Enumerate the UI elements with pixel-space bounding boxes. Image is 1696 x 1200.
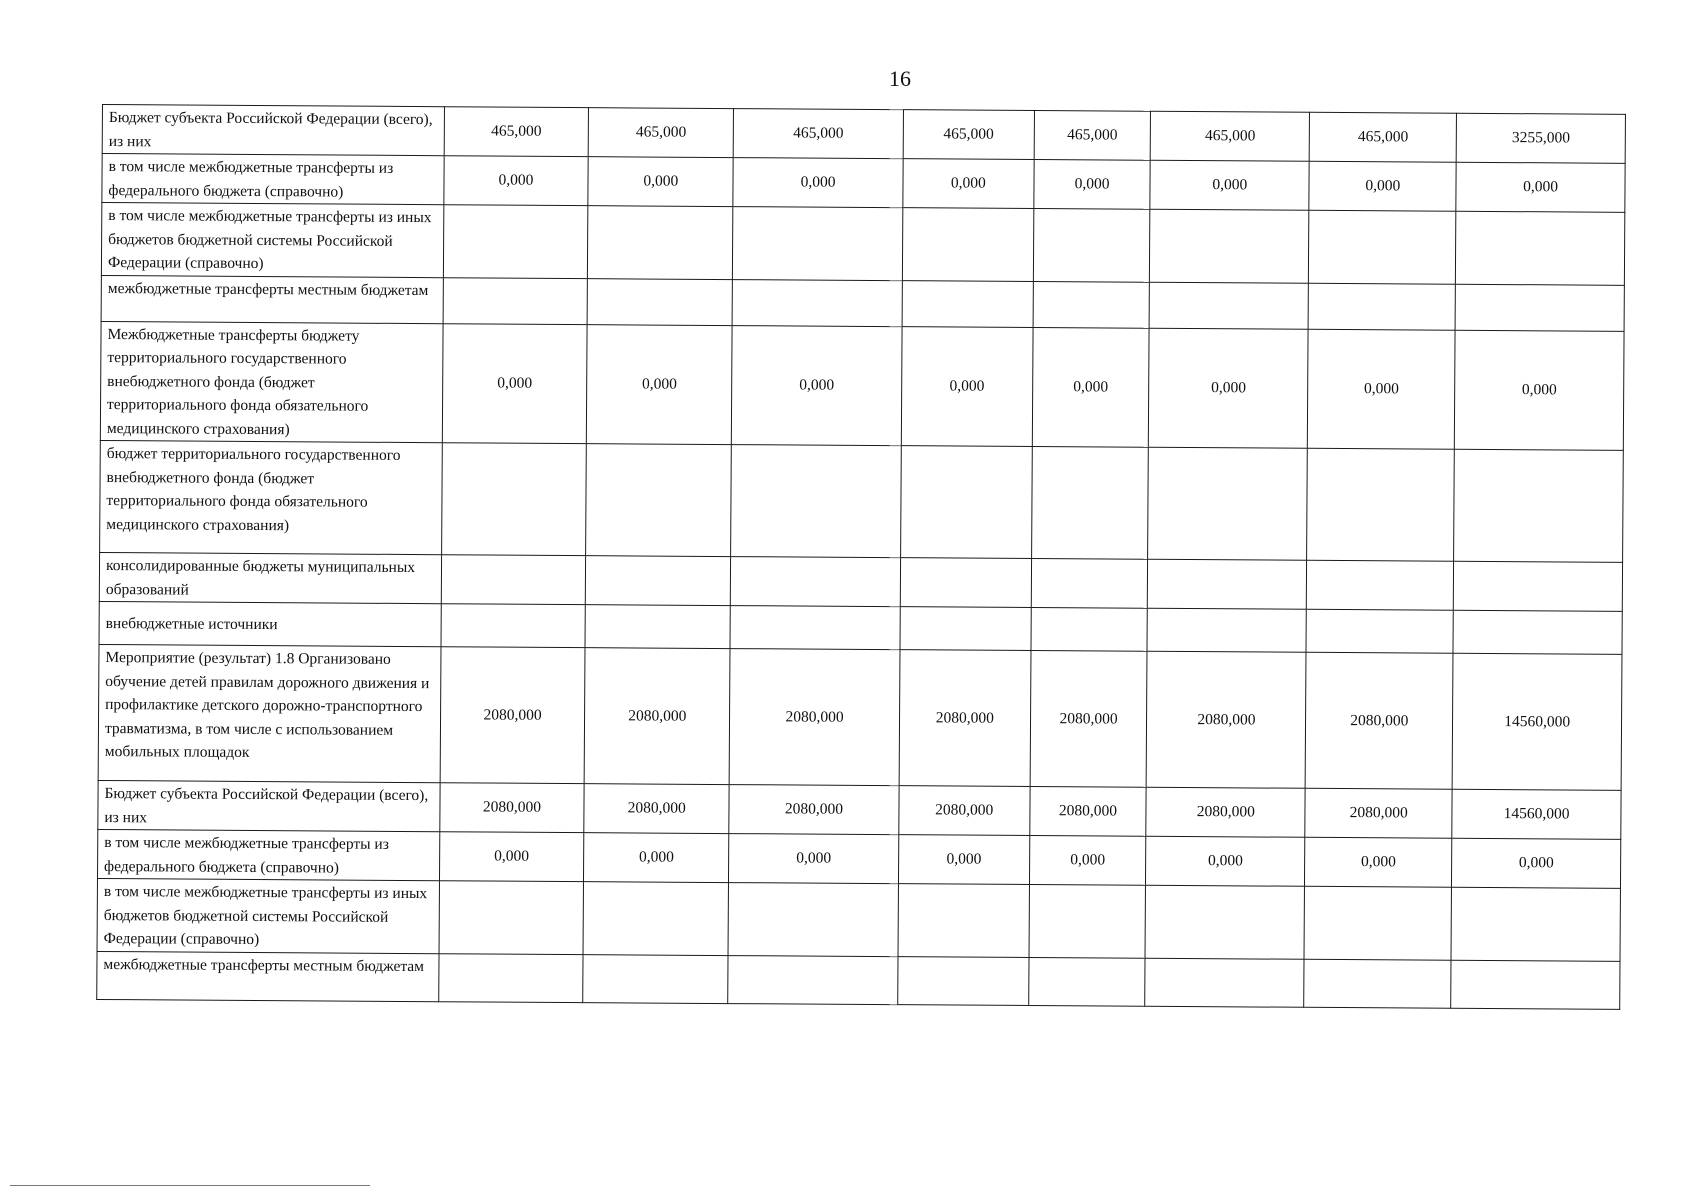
value-cell [438,953,583,1002]
value-cell: 2080,000 [729,785,899,835]
value-cell [728,955,898,1004]
row-label: внебюджетные источники [99,601,441,646]
value-cell: 465,000 [589,108,734,158]
value-cell: 2080,000 [1147,651,1307,788]
value-cell: 0,000 [587,324,733,444]
value-cell: 465,000 [1034,111,1151,161]
value-cell: 0,000 [1034,160,1151,210]
value-cell: 0,000 [1308,329,1456,449]
value-cell: 0,000 [1029,836,1146,886]
value-cell [1147,608,1306,652]
value-cell: 0,000 [1032,327,1150,447]
value-cell [902,280,1033,327]
value-cell: 0,000 [1146,836,1305,886]
row-label: Межбюджетные трансферты бюджету территориального государственного внебюджетного фонда (бюджет территориального фонда обязательного медицинского страхования) [100,321,442,443]
value-cell [585,605,730,649]
value-cell [1451,887,1620,961]
table-row [100,440,1624,562]
value-cell [1148,447,1308,560]
row-label: межбюджетные трансферты местным бюджетам [97,951,439,1001]
value-cell [1031,559,1148,609]
value-cell [1145,885,1304,959]
row-label: в том числе межбюджетные трансферты из иных бюджетов бюджетной системы Российской Федерации (справочно) [101,203,443,278]
value-cell: 0,000 [733,158,903,208]
value-cell: 465,000 [444,107,589,157]
value-cell: 0,000 [588,157,733,207]
value-cell [1150,209,1309,283]
value-cell: 0,000 [439,832,584,882]
row-label: Бюджет субъекта Российской Федерации (всего), из них [98,780,440,831]
value-cell: 465,000 [733,109,903,159]
value-cell [1033,209,1150,282]
value-cell [1149,282,1308,329]
value-cell: 2080,000 [729,649,900,786]
page-number: 16 [889,66,911,91]
scan-artifact-line [10,1185,370,1186]
value-cell [731,445,901,558]
value-cell [1309,210,1456,283]
budget-table [96,104,1626,1009]
value-cell: 0,000 [729,834,899,884]
value-cell [900,558,1031,608]
value-cell [441,604,586,648]
row-label: в том числе межбюджетные трансферты из федерального бюджета (справочно) [102,154,444,205]
value-cell [730,557,900,607]
row-label: межбюджетные трансферты местным бюджетам [101,275,443,323]
value-cell: 2080,000 [1146,787,1305,837]
value-cell [900,446,1032,559]
value-cell: 0,000 [1149,328,1309,449]
table-row [98,644,1622,790]
value-cell [1307,560,1454,610]
row-label: бюджет территориального государственного внебюджетного фонда (бюджет территориального фонда обязательного медицинского страхования) [100,440,442,554]
value-cell [1451,960,1620,1009]
value-cell [1145,958,1304,1007]
value-cell [1307,448,1455,561]
value-cell: 0,000 [1456,162,1625,212]
value-cell: 0,000 [442,323,588,443]
row-label: Мероприятие (результат) 1.8 Организовано обучение детей правилам дорожного движения и профилактике детского дорожно-транспортного травматизма, в том числе с использованием мобильных площадок [98,644,440,782]
value-cell [583,882,728,955]
value-cell [1306,609,1453,653]
value-cell [1453,610,1622,654]
value-cell: 0,000 [584,833,729,883]
value-cell [443,205,588,278]
value-cell: 2080,000 [439,783,584,833]
value-cell [902,208,1033,281]
value-cell [443,277,588,324]
value-cell [1454,449,1623,562]
value-cell [898,884,1029,957]
value-cell [588,206,733,279]
value-cell: 14560,000 [1452,789,1621,839]
value-cell [1031,447,1148,560]
budget-table-container [96,104,1626,1009]
value-cell [1033,281,1150,328]
value-cell: 2080,000 [1305,788,1452,838]
value-cell: 0,000 [1150,160,1309,210]
value-cell [441,555,586,605]
row-label: консолидированные бюджеты муниципальных образований [99,552,441,603]
table-body [97,105,1626,1009]
value-cell [898,956,1029,1005]
value-cell: 0,000 [1305,837,1452,887]
value-cell [587,278,732,325]
value-cell: 2080,000 [1030,651,1148,788]
value-cell [1456,211,1625,285]
value-cell [900,607,1031,651]
value-cell [733,207,903,281]
value-cell: 14560,000 [1452,653,1622,790]
table-row [97,951,1620,1009]
value-cell [439,881,584,954]
value-cell: 465,000 [903,110,1034,160]
value-cell: 2080,000 [440,647,586,784]
value-cell: 0,000 [732,325,902,446]
value-cell [1028,957,1145,1006]
value-cell: 0,000 [901,326,1033,446]
value-cell [1308,283,1455,330]
value-cell: 0,000 [1452,838,1621,888]
value-cell [586,444,732,557]
value-cell [732,279,902,326]
row-label: в том числе межбюджетные трансферты из федерального бюджета (справочно) [97,829,439,880]
value-cell: 2080,000 [1029,787,1146,837]
table-row [100,321,1624,450]
value-cell: 2080,000 [899,786,1030,836]
value-cell [586,556,731,606]
value-cell: 0,000 [443,156,588,206]
value-cell: 0,000 [898,835,1029,885]
value-cell: 3255,000 [1456,113,1625,163]
table-row [101,203,1624,285]
value-cell [441,443,587,556]
value-cell [728,883,898,957]
value-cell: 2080,000 [1305,652,1453,789]
value-cell: 465,000 [1151,111,1310,161]
value-cell [583,954,728,1003]
value-cell [1031,608,1148,652]
value-cell: 0,000 [903,159,1034,209]
value-cell [730,606,900,650]
row-label: Бюджет субъекта Российской Федерации (всего), из них [102,105,444,156]
value-cell: 2080,000 [585,648,731,785]
value-cell [1304,886,1451,959]
value-cell [1455,284,1624,331]
value-cell: 465,000 [1309,112,1456,162]
value-cell [1029,885,1146,958]
value-cell [1304,959,1451,1008]
value-cell: 0,000 [1455,330,1624,451]
value-cell [1454,561,1623,611]
value-cell: 2080,000 [584,784,729,834]
table-row [97,878,1620,960]
row-label: в том числе межбюджетные трансферты из иных бюджетов бюджетной системы Российской Федерации (справочно) [97,878,439,953]
value-cell: 2080,000 [899,650,1031,787]
value-cell [1148,559,1307,609]
value-cell: 0,000 [1309,161,1456,211]
